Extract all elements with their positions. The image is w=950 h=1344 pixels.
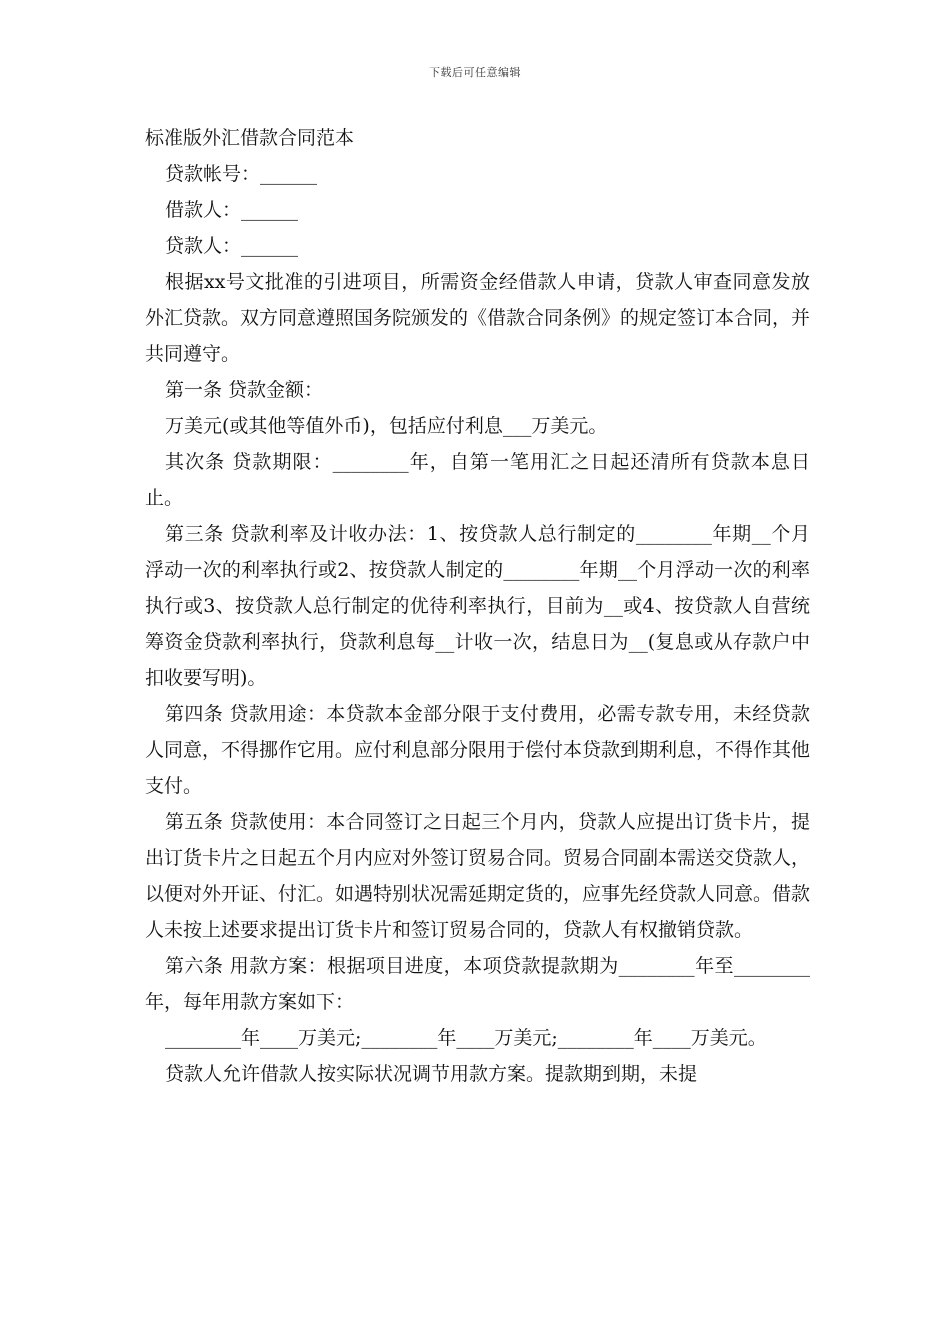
paragraph-article-3: 第三条 贷款利率及计收办法：1、按贷款人总行制定的________年期__个月浮动一次的利率执行或2、按贷款人制定的________年期__个月浮动一次的利率执行或3、按贷款人总行制定的优待利率执行，目前为__或4、按贷款人自营统筹资金贷款利率执行，贷款利息每__计收一次，结息日为__(复息或从存款户中扣收要写明)。 (145, 523, 810, 689)
paragraph-borrower: 借款人：______ (165, 199, 299, 221)
document-title: 标准版外汇借款合同范本 (145, 127, 355, 149)
paragraph-article-1-body: 万美元(或其他等值外币)，包括应付利息___万美元。 (165, 415, 608, 437)
paragraph-lender: 贷款人：______ (165, 235, 299, 257)
document-body (145, 120, 810, 1092)
paragraph-loan-account: 贷款帐号：______ (165, 163, 318, 185)
page-header-note: 下载后可任意编辑 (429, 66, 521, 79)
paragraph-article-4: 第四条 贷款用途：本贷款本金部分限于支付费用，必需专款专用，未经贷款人同意，不得挪作它用。应付利息部分限用于偿付本贷款到期利息，不得作其他支付。 (145, 703, 811, 797)
paragraph-adjustment: 贷款人允许借款人按实际状况调节用款方案。提款期到期，未提 (165, 1063, 698, 1085)
paragraph-article-6-plan: ________年____万美元;________年____万美元;________年____万美元。 (165, 1027, 767, 1049)
paragraph-article-2: 其次条 贷款期限：________年，自第一笔用汇之日起还清所有贷款本息日止。 (145, 451, 810, 509)
paragraph-preamble: 根据xx号文批准的引进项目，所需资金经借款人申请，贷款人审查同意发放外汇贷款。双方同意遵照国务院颁发的《借款合同条例》的规定签订本合同，并共同遵守。 (145, 271, 811, 365)
paragraph-article-6: 第六条 用款方案：根据项目进度，本项贷款提款期为________年至________年，每年用款方案如下： (145, 955, 810, 1013)
paragraph-article-1-heading: 第一条 贷款金额： (165, 379, 324, 401)
paragraph-article-5: 第五条 贷款使用：本合同签订之日起三个月内，贷款人应提出订货卡片，提出订货卡片之日起五个月内应对外签订贸易合同。贸易合同副本需送交贷款人，以便对外开证、付汇。如遇特别状况需延期定货的，应事先经贷款人同意。借款人未按上述要求提出订货卡片和签订贸易合同的，贷款人有权撤销贷款。 (145, 811, 811, 941)
